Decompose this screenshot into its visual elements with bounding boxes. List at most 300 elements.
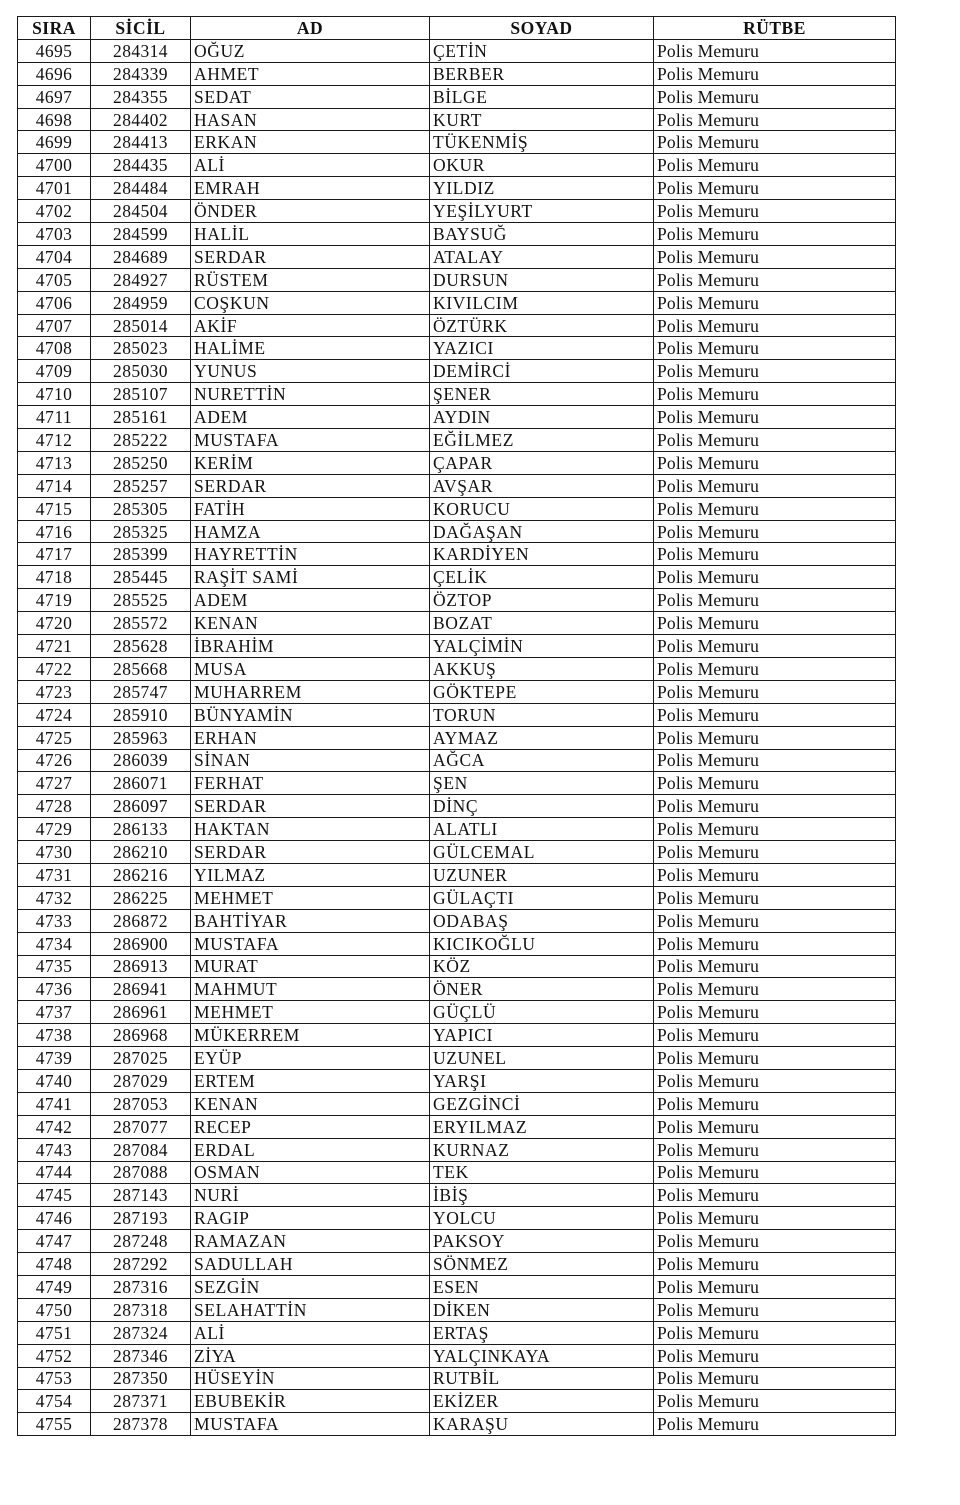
cell-ad: SERDAR [191,795,430,818]
cell-sira: 4711 [18,406,91,429]
cell-sicil: 284689 [91,245,191,268]
cell-sicil: 285963 [91,726,191,749]
cell-sira: 4737 [18,1001,91,1024]
cell-sira: 4743 [18,1138,91,1161]
cell-sira: 4726 [18,749,91,772]
cell-ad: KENAN [191,1092,430,1115]
cell-ad: KENAN [191,612,430,635]
roster-sheet [17,16,896,1436]
cell-sira: 4734 [18,932,91,955]
cell-sicil: 287346 [91,1344,191,1367]
cell-rutbe: Polis Memuru [654,1184,896,1207]
cell-sira: 4738 [18,1024,91,1047]
cell-sicil: 285628 [91,635,191,658]
cell-sicil: 284484 [91,177,191,200]
table-row [18,383,896,406]
cell-ad: BÜNYAMİN [191,703,430,726]
table-row [18,795,896,818]
table-row [18,1367,896,1390]
cell-soyad: ODABAŞ [430,909,654,932]
cell-soyad: GÖKTEPE [430,680,654,703]
cell-sicil: 285014 [91,314,191,337]
cell-ad: YILMAZ [191,863,430,886]
cell-ad: MUSTAFA [191,932,430,955]
cell-ad: ERKAN [191,131,430,154]
cell-sira: 4740 [18,1069,91,1092]
cell-ad: YUNUS [191,360,430,383]
cell-rutbe: Polis Memuru [654,657,896,680]
cell-sira: 4701 [18,177,91,200]
cell-sira: 4705 [18,268,91,291]
table-body [18,39,896,1435]
table-row [18,566,896,589]
cell-sicil: 285572 [91,612,191,635]
cell-sira: 4730 [18,841,91,864]
cell-rutbe: Polis Memuru [654,1321,896,1344]
cell-sicil: 287371 [91,1390,191,1413]
cell-sicil: 284339 [91,62,191,85]
cell-ad: MAHMUT [191,978,430,1001]
cell-rutbe: Polis Memuru [654,1001,896,1024]
cell-ad: ZİYA [191,1344,430,1367]
cell-rutbe: Polis Memuru [654,635,896,658]
cell-rutbe: Polis Memuru [654,1230,896,1253]
table-row [18,451,896,474]
cell-rutbe: Polis Memuru [654,474,896,497]
cell-soyad: AĞCA [430,749,654,772]
table-row [18,932,896,955]
cell-ad: OĞUZ [191,39,430,62]
cell-sicil: 284402 [91,108,191,131]
cell-soyad: AYMAZ [430,726,654,749]
cell-ad: SİNAN [191,749,430,772]
cell-soyad: ATALAY [430,245,654,268]
cell-rutbe: Polis Memuru [654,1069,896,1092]
cell-sicil: 284314 [91,39,191,62]
cell-soyad: KICIKOĞLU [430,932,654,955]
cell-ad: RECEP [191,1115,430,1138]
cell-sicil: 287053 [91,1092,191,1115]
cell-soyad: ŞEN [430,772,654,795]
cell-sira: 4717 [18,543,91,566]
cell-sira: 4753 [18,1367,91,1390]
header-row [18,17,896,40]
table-row [18,39,896,62]
cell-rutbe: Polis Memuru [654,1115,896,1138]
cell-soyad: YAZICI [430,337,654,360]
cell-sira: 4746 [18,1207,91,1230]
table-row [18,291,896,314]
cell-rutbe: Polis Memuru [654,726,896,749]
table-row [18,1253,896,1276]
cell-sicil: 286900 [91,932,191,955]
table-row [18,520,896,543]
cell-ad: SERDAR [191,245,430,268]
cell-sicil: 285305 [91,497,191,520]
cell-sicil: 284355 [91,85,191,108]
cell-sicil: 286071 [91,772,191,795]
cell-sicil: 286039 [91,749,191,772]
table-row [18,1047,896,1070]
cell-soyad: EKİZER [430,1390,654,1413]
cell-rutbe: Polis Memuru [654,703,896,726]
table-row [18,497,896,520]
cell-ad: AKİF [191,314,430,337]
cell-sira: 4721 [18,635,91,658]
cell-ad: SERDAR [191,841,430,864]
cell-sira: 4729 [18,818,91,841]
table-row [18,1390,896,1413]
table-row [18,245,896,268]
cell-rutbe: Polis Memuru [654,360,896,383]
cell-soyad: KARDİYEN [430,543,654,566]
cell-soyad: AVŞAR [430,474,654,497]
cell-ad: KERİM [191,451,430,474]
cell-sicil: 284435 [91,154,191,177]
cell-sira: 4742 [18,1115,91,1138]
cell-soyad: ÖNER [430,978,654,1001]
cell-soyad: AKKUŞ [430,657,654,680]
cell-soyad: BAYSUĞ [430,223,654,246]
cell-rutbe: Polis Memuru [654,841,896,864]
cell-rutbe: Polis Memuru [654,863,896,886]
cell-rutbe: Polis Memuru [654,1367,896,1390]
table-row [18,429,896,452]
cell-soyad: YILDIZ [430,177,654,200]
table-row [18,612,896,635]
cell-sicil: 287029 [91,1069,191,1092]
table-row [18,1161,896,1184]
table-row [18,543,896,566]
cell-rutbe: Polis Memuru [654,1344,896,1367]
table-row [18,1069,896,1092]
cell-sira: 4713 [18,451,91,474]
cell-rutbe: Polis Memuru [654,1138,896,1161]
table-row [18,154,896,177]
cell-rutbe: Polis Memuru [654,749,896,772]
header-sicil: SİCİL [91,17,191,40]
cell-rutbe: Polis Memuru [654,108,896,131]
header-soyad: SOYAD [430,17,654,40]
cell-rutbe: Polis Memuru [654,85,896,108]
cell-sicil: 287025 [91,1047,191,1070]
cell-ad: ALİ [191,154,430,177]
cell-rutbe: Polis Memuru [654,223,896,246]
cell-ad: MUSA [191,657,430,680]
cell-soyad: BİLGE [430,85,654,108]
header-ad: AD [191,17,430,40]
cell-soyad: YARŞI [430,1069,654,1092]
table-row [18,268,896,291]
cell-ad: MUHARREM [191,680,430,703]
table-row [18,978,896,1001]
table-row [18,726,896,749]
cell-sira: 4709 [18,360,91,383]
cell-soyad: YALÇINKAYA [430,1344,654,1367]
cell-sira: 4700 [18,154,91,177]
cell-soyad: ESEN [430,1275,654,1298]
cell-sicil: 287143 [91,1184,191,1207]
cell-ad: RAŞİT SAMİ [191,566,430,589]
cell-ad: HÜSEYİN [191,1367,430,1390]
cell-rutbe: Polis Memuru [654,1047,896,1070]
cell-rutbe: Polis Memuru [654,1024,896,1047]
cell-sira: 4698 [18,108,91,131]
cell-sicil: 287088 [91,1161,191,1184]
cell-soyad: AYDIN [430,406,654,429]
cell-sicil: 286941 [91,978,191,1001]
cell-sicil: 285525 [91,589,191,612]
cell-ad: HASAN [191,108,430,131]
table-row [18,909,896,932]
cell-soyad: ALATLI [430,818,654,841]
cell-ad: SEZGİN [191,1275,430,1298]
cell-sira: 4712 [18,429,91,452]
cell-soyad: TEK [430,1161,654,1184]
cell-ad: HALİL [191,223,430,246]
cell-soyad: PAKSOY [430,1230,654,1253]
cell-rutbe: Polis Memuru [654,291,896,314]
cell-soyad: KIVILCIM [430,291,654,314]
table-row [18,1092,896,1115]
cell-sicil: 287324 [91,1321,191,1344]
table-row [18,703,896,726]
cell-sicil: 286210 [91,841,191,864]
cell-ad: ALİ [191,1321,430,1344]
cell-soyad: TORUN [430,703,654,726]
cell-soyad: KURNAZ [430,1138,654,1161]
cell-sicil: 285107 [91,383,191,406]
cell-soyad: BERBER [430,62,654,85]
cell-ad: HAKTAN [191,818,430,841]
table-row [18,1413,896,1436]
table-row [18,108,896,131]
cell-sira: 4744 [18,1161,91,1184]
table-row [18,749,896,772]
cell-soyad: OKUR [430,154,654,177]
cell-rutbe: Polis Memuru [654,451,896,474]
cell-sira: 4718 [18,566,91,589]
cell-sira: 4714 [18,474,91,497]
cell-ad: FERHAT [191,772,430,795]
cell-soyad: EĞİLMEZ [430,429,654,452]
cell-sira: 4739 [18,1047,91,1070]
cell-soyad: ŞENER [430,383,654,406]
cell-sira: 4723 [18,680,91,703]
table-row [18,1115,896,1138]
cell-soyad: UZUNER [430,863,654,886]
cell-ad: HAYRETTİN [191,543,430,566]
cell-ad: ADEM [191,589,430,612]
cell-sira: 4733 [18,909,91,932]
cell-sicil: 287077 [91,1115,191,1138]
table-row [18,589,896,612]
cell-ad: ÖNDER [191,200,430,223]
header-rutbe: RÜTBE [654,17,896,40]
cell-sira: 4736 [18,978,91,1001]
cell-soyad: ÖZTÜRK [430,314,654,337]
cell-rutbe: Polis Memuru [654,1413,896,1436]
cell-ad: ERDAL [191,1138,430,1161]
cell-ad: SELAHATTİN [191,1298,430,1321]
cell-ad: MUSTAFA [191,429,430,452]
cell-sicil: 285250 [91,451,191,474]
table-row [18,772,896,795]
cell-ad: MÜKERREM [191,1024,430,1047]
header-sira: SIRA [18,17,91,40]
cell-sira: 4747 [18,1230,91,1253]
cell-sicil: 286961 [91,1001,191,1024]
cell-sicil: 286133 [91,818,191,841]
cell-soyad: DAĞAŞAN [430,520,654,543]
cell-sira: 4722 [18,657,91,680]
cell-sira: 4719 [18,589,91,612]
cell-sicil: 285161 [91,406,191,429]
cell-soyad: ÖZTOP [430,589,654,612]
cell-sira: 4710 [18,383,91,406]
table-row [18,1001,896,1024]
cell-soyad: GEZGİNCİ [430,1092,654,1115]
cell-rutbe: Polis Memuru [654,978,896,1001]
table-row [18,657,896,680]
cell-sira: 4752 [18,1344,91,1367]
cell-soyad: KÖZ [430,955,654,978]
cell-ad: SERDAR [191,474,430,497]
cell-soyad: ÇAPAR [430,451,654,474]
cell-rutbe: Polis Memuru [654,955,896,978]
cell-sira: 4732 [18,886,91,909]
cell-sira: 4728 [18,795,91,818]
cell-sira: 4754 [18,1390,91,1413]
cell-soyad: YOLCU [430,1207,654,1230]
cell-soyad: BOZAT [430,612,654,635]
table-row [18,85,896,108]
cell-sicil: 287316 [91,1275,191,1298]
cell-rutbe: Polis Memuru [654,131,896,154]
cell-rutbe: Polis Memuru [654,909,896,932]
cell-sira: 4725 [18,726,91,749]
personnel-table [17,16,896,1436]
cell-sicil: 286216 [91,863,191,886]
cell-sira: 4702 [18,200,91,223]
cell-sira: 4741 [18,1092,91,1115]
cell-sicil: 285325 [91,520,191,543]
table-row [18,177,896,200]
table-row [18,474,896,497]
cell-soyad: DİNÇ [430,795,654,818]
cell-sira: 4707 [18,314,91,337]
table-row [18,1344,896,1367]
cell-ad: MUSTAFA [191,1413,430,1436]
table-row [18,886,896,909]
cell-ad: İBRAHİM [191,635,430,658]
cell-ad: EBUBEKİR [191,1390,430,1413]
cell-ad: RÜSTEM [191,268,430,291]
cell-ad: OSMAN [191,1161,430,1184]
table-row [18,62,896,85]
cell-rutbe: Polis Memuru [654,543,896,566]
table-row [18,200,896,223]
cell-sicil: 285747 [91,680,191,703]
cell-soyad: RUTBİL [430,1367,654,1390]
cell-ad: SEDAT [191,85,430,108]
cell-sira: 4697 [18,85,91,108]
cell-rutbe: Polis Memuru [654,383,896,406]
cell-rutbe: Polis Memuru [654,429,896,452]
cell-ad: RAMAZAN [191,1230,430,1253]
cell-sicil: 286872 [91,909,191,932]
cell-sicil: 284927 [91,268,191,291]
table-row [18,818,896,841]
cell-sicil: 285399 [91,543,191,566]
cell-sicil: 287318 [91,1298,191,1321]
cell-rutbe: Polis Memuru [654,497,896,520]
cell-rutbe: Polis Memuru [654,566,896,589]
cell-sira: 4750 [18,1298,91,1321]
cell-rutbe: Polis Memuru [654,406,896,429]
cell-sira: 4720 [18,612,91,635]
cell-rutbe: Polis Memuru [654,337,896,360]
cell-rutbe: Polis Memuru [654,39,896,62]
cell-soyad: YAPICI [430,1024,654,1047]
cell-sira: 4703 [18,223,91,246]
cell-ad: NURETTİN [191,383,430,406]
cell-rutbe: Polis Memuru [654,200,896,223]
cell-rutbe: Polis Memuru [654,1207,896,1230]
cell-sira: 4731 [18,863,91,886]
cell-ad: MEHMET [191,886,430,909]
cell-rutbe: Polis Memuru [654,932,896,955]
cell-sira: 4696 [18,62,91,85]
cell-soyad: ÇELİK [430,566,654,589]
table-row [18,680,896,703]
cell-ad: BAHTİYAR [191,909,430,932]
cell-rutbe: Polis Memuru [654,772,896,795]
cell-soyad: KORUCU [430,497,654,520]
cell-ad: COŞKUN [191,291,430,314]
cell-soyad: GÜLCEMAL [430,841,654,864]
cell-soyad: DİKEN [430,1298,654,1321]
cell-sicil: 284959 [91,291,191,314]
cell-rutbe: Polis Memuru [654,589,896,612]
cell-sicil: 285257 [91,474,191,497]
cell-soyad: İBİŞ [430,1184,654,1207]
cell-sicil: 284413 [91,131,191,154]
cell-soyad: TÜKENMİŞ [430,131,654,154]
cell-rutbe: Polis Memuru [654,520,896,543]
cell-ad: ADEM [191,406,430,429]
cell-rutbe: Polis Memuru [654,680,896,703]
cell-rutbe: Polis Memuru [654,612,896,635]
cell-rutbe: Polis Memuru [654,314,896,337]
table-row [18,406,896,429]
cell-soyad: KURT [430,108,654,131]
cell-ad: RAGIP [191,1207,430,1230]
cell-sicil: 285023 [91,337,191,360]
cell-sira: 4708 [18,337,91,360]
cell-sira: 4745 [18,1184,91,1207]
cell-ad: ERTEM [191,1069,430,1092]
cell-sira: 4749 [18,1275,91,1298]
cell-sicil: 287378 [91,1413,191,1436]
cell-soyad: ERTAŞ [430,1321,654,1344]
cell-sira: 4716 [18,520,91,543]
cell-sira: 4727 [18,772,91,795]
table-row [18,223,896,246]
table-row [18,635,896,658]
cell-sicil: 285030 [91,360,191,383]
cell-sira: 4699 [18,131,91,154]
